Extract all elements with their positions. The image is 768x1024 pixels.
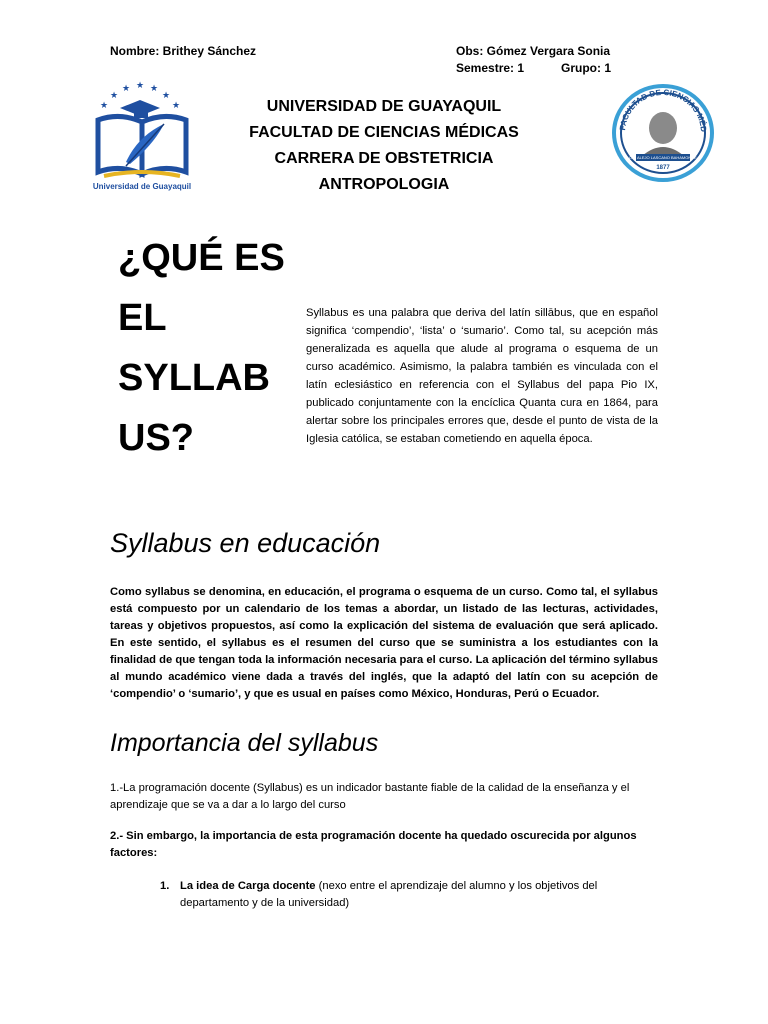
- title-line-2: EL: [118, 297, 167, 339]
- seal-name: DR. ALEJO LASCANO BAHAMONDE: [629, 155, 697, 160]
- list-item-number: 1.: [160, 880, 170, 892]
- institution-faculty: FACULTAD DE CIENCIAS MÉDICAS: [249, 124, 519, 141]
- institution-career: CARRERA DE OBSTETRICIA: [274, 150, 494, 167]
- observer-name: Obs: Gómez Vergara Sonia: [456, 44, 611, 58]
- svg-text:★: ★: [150, 83, 159, 93]
- education-paragraph: Como syllabus se denomina, en educación, el programa o esquema de un curso. Como tal, el syllabus está compuesto por un calendario de los temas a abordar, un listado de las lecturas, actividades, tareas y objetivos propuestos, así como la explicación del sistema de evaluación que será aplicado. En este sentido, el syllabus es el resumen del curso que se suministra a los estudiantes con la finalidad de que tengan toda la información necesaria para el curso. La aplicación del término syllabus al mundo académico viene dada a través del inglés, que la adaptó del latín con su acepción de ‘compendio’ o ‘sumario’, y que es usual en países como México, Honduras, Perú o Ecuador.: [110, 586, 658, 700]
- list-item-text: (nexo entre el aprendizaje del alumno y los objetivos del departamento y de la universidad): [180, 880, 598, 909]
- svg-text:★: ★: [110, 90, 119, 100]
- list-item: [160, 878, 658, 912]
- title-line-3: SYLLAB: [118, 357, 270, 399]
- institution-university: UNIVERSIDAD DE GUAYAQUIL: [266, 98, 502, 115]
- svg-text:★: ★: [136, 80, 145, 90]
- importance-point-2-lead: 2.- Sin embargo, la: [110, 830, 213, 842]
- importance-point-2-tail: por algunos factores:: [110, 830, 637, 859]
- faculty-seal: [612, 84, 714, 182]
- page-title: [118, 228, 298, 468]
- institution-block: [200, 94, 568, 198]
- university-logo: [86, 80, 198, 196]
- list-item-bold: La idea de Carga docente: [180, 880, 316, 892]
- svg-text:★: ★: [100, 100, 109, 110]
- definition-paragraph: Syllabus es una palabra que deriva del latín sillābus, que en español significa ‘compendio’, ‘lista’ o ‘sumario’. Como tal, su acepción más generalizada es aquella que alude al programa o esquema de un curso académico. Asimismo, la palabra también es vinculada con el latín eclesiástico en referencia con el Syllabus del papa Pio IX, publicado conjuntamente con la encíclica Quanta cura en 1864, para alertar sobre los principales errores que, desde el punto de vista de la Iglesia católica, se estaban cometiendo en aquella época.: [306, 307, 658, 445]
- title-line-1: ¿QUÉ ES: [118, 237, 285, 279]
- seal-ring-text: FACULTAD DE CIENCIAS MÉD: [618, 87, 709, 133]
- university-logo-caption: Universidad de Guayaquil: [92, 182, 192, 191]
- university-logo-icon: [86, 80, 198, 184]
- importance-point-1: [110, 780, 658, 814]
- seal-year: 1877: [656, 165, 670, 171]
- svg-text:★: ★: [122, 83, 131, 93]
- importance-point-2: [110, 828, 658, 862]
- institution-subject: ANTROPOLOGIA: [318, 176, 450, 193]
- section-heading-importance: Importancia del syllabus: [110, 729, 379, 757]
- importance-point-1-text: 1.-La programación docente (Syllabus) es un indicador bastante fiable de la calidad de la enseñanza y el aprendizaje que se va a dar a lo largo del curso: [110, 782, 630, 811]
- svg-text:★: ★: [172, 100, 181, 110]
- section-heading-education: Syllabus en educación: [110, 528, 381, 558]
- title-line-4: US?: [118, 417, 194, 459]
- faculty-seal-icon: [612, 84, 714, 182]
- group-label: Grupo: 1: [561, 61, 611, 75]
- student-name: Nombre: Brithey Sánchez: [110, 44, 257, 58]
- importance-point-2-emphasis: importancia de esta programación docente ha quedado oscurecida: [212, 830, 570, 842]
- semester-label: Semestre: 1: [456, 61, 525, 75]
- svg-text:★: ★: [162, 90, 171, 100]
